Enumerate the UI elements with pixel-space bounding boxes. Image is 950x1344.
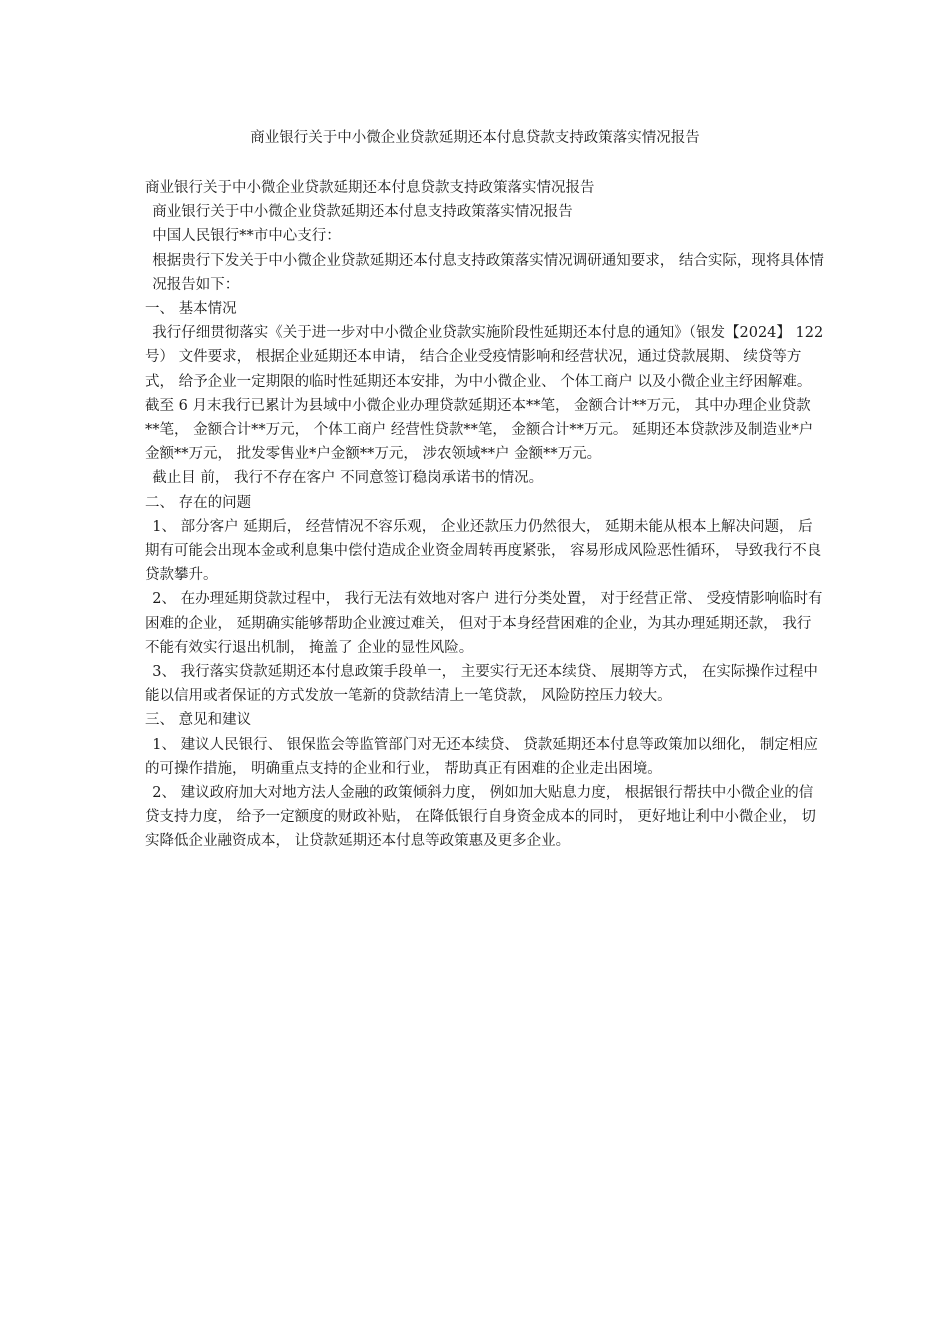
section-1-paragraph-1: 我行仔细贯彻落实《关于进一步对中小微企业贷款实施阶段性延期还本付息的通知》（银发【2024】 122 号） 文件要求， 根据企业延期还本申请， 结合企业受疫情影响和经营状况，通过贷款展期、 续贷等方式， 给予企业一定期限的临时性延期还本安排，为中小微企业、 个体工商户 以及小微企业主纾困解难。 截至 6 月末我行已累计为县域中小微企业办理贷款延期还本**笔， 金额合计**万元， 其中办理企业贷款**笔， 金额合计**万元， 个体工商户 经营性贷款**笔， 金额合计**万元。 延期还本贷款涉及制造业*户 金额**万元， 批发零售业*户金额**万元， 涉农领域**户 金额**万元。 [145,325,824,463]
section-3-title: 三、 意见和建议 [145,712,252,729]
document-title: 商业银行关于中小微企业贷款延期还本付息贷款支持政策落实情况报告 [250,130,700,146]
section-3-item-1: 1、 建议人民银行、 银保监会等监管部门对无还本续贷、 贷款延期还本付息等政策加以细化， 制定相应的可操作措施， 明确重点支持的企业和行业， 帮助真正有困难的企业走出困境。 [145,736,818,777]
intro-paragraph: 根据贵行下发关于中小微企业贷款延期还本付息支持政策落实情况调研通知要求， 结合实际，现将具体情况报告如下： [152,252,824,293]
document-body [145,176,825,854]
salutation: 中国人民银行**市中心支行： [152,228,341,245]
section-1-paragraph-2: 截止目 前， 我行不存在客户 不同意签订稳岗承诺书的情况。 [152,470,544,487]
subheading: 商业银行关于中小微企业贷款延期还本付息支持政策落实情况报告 [152,204,573,221]
section-2-item-3: 3、 我行落实贷款延期还本付息政策手段单一， 主要实行无还本续贷、 展期等方式， 在实际操作过程中能以信用或者保证的方式发放一笔新的贷款结清上一笔贷款， 风险防控压力较大。 [145,664,818,705]
section-1-title: 一、 基本情况 [145,301,237,318]
section-3-item-2: 2、 建议政府加大对地方法人金融的政策倾斜力度， 例如加大贴息力度， 根据银行帮扶中小微企业的信贷支持力度， 给予一定额度的财政补贴， 在降低银行自身资金成本的同时， 更好地让利中小微企业， 切实降低企业融资成本， 让贷款延期还本付息等政策惠及更多企业。 [145,785,816,850]
section-2-item-2: 2、 在办理延期贷款过程中， 我行无法有效地对客户 进行分类处置， 对于经营正常、 受疫情影响临时有困难的企业， 延期确实能够帮助企业渡过难关， 但对于本身经营困难的企业，为其办理延期还款， 我行不能有效实行退出机制， 掩盖了 企业的显性风险。 [145,591,823,656]
section-2-item-1: 1、 部分客户 延期后， 经营情况不容乐观， 企业还款压力仍然很大， 延期未能从根本上解决问题， 后期有可能会出现本金或利息集中偿付造成企业资金周转再度紧张， 容易形成风险恶性循环， 导致我行不良贷款攀升。 [145,518,822,584]
heading-repeat: 商业银行关于中小微企业贷款延期还本付息贷款支持政策落实情况报告 [145,180,595,196]
section-2-title: 二、 存在的问题 [145,494,252,511]
